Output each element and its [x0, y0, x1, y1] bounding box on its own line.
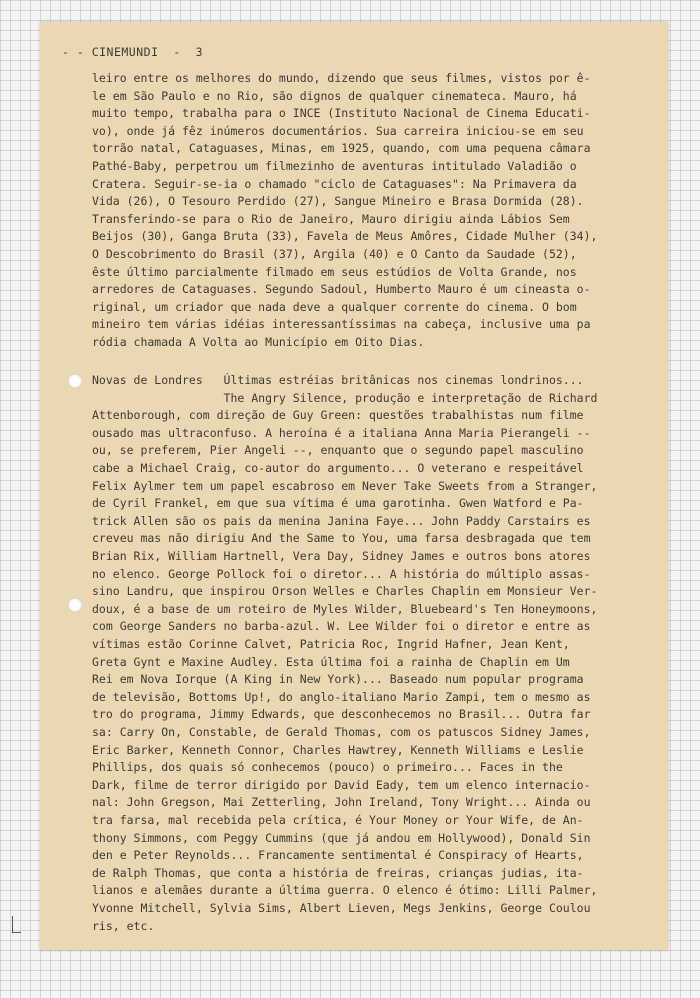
text-line: mineiro tem várias idéias interessantíssimas na cabeça, inclusive uma pa [92, 317, 591, 332]
text-line: Vida (26), O Tesouro Perdido (27), Sangue Mineiro e Brasa Dormida (28). [92, 194, 584, 209]
text-line: vítimas estão Corinne Calvet, Patricia Roc, Ingrid Hafner, Jean Kent, [92, 637, 570, 651]
text-line: Cratera. Seguir-se-ia o chamado "ciclo de Cataguases": Na Primavera da [92, 176, 577, 191]
text-line: Phillips, dos quais só conhecemos (pouco) o primeiro... Faces in the [92, 760, 563, 775]
text-line: The Angry Silence, produção e interpretação de Richard [92, 390, 598, 405]
text-line: êste último parcialmente filmado em seus estúdios de Volta Grande, nos [92, 264, 577, 279]
text-line: ris, etc. [92, 918, 155, 933]
page-header: - - CINEMUNDI - 3 [62, 45, 204, 59]
typewritten-page [40, 22, 668, 950]
text-line: nal: John Gregson, Mai Zetterling, John Ireland, Tony Wright... Ainda ou [92, 795, 591, 810]
text-line: Felix Aylmer tem um papel escabroso em Never Take Sweets from a Stranger, [92, 478, 598, 493]
text-line: Novas de Londres Últimas estréias britânicas nos cinemas londrinos... [92, 373, 584, 387]
text-line: Attenborough, com direção de Guy Green: questões trabalhistas num filme [92, 408, 584, 423]
text-line: den e Peter Reynolds... Francamente sentimental é Conspiracy of Hearts, [92, 848, 584, 863]
text-line: de Ralph Thomas, que conta a história de freiras, crianças judias, ita- [92, 865, 584, 880]
text-line: Dark, filme de terror dirigido por David Eady, tem um elenco internacio- [92, 777, 591, 792]
text-line: O Descobrimento do Brasil (37), Argila (40) e O Canto da Saudade (52), [92, 247, 577, 261]
text-line: de Cyril Frankel, em que sua vítima é uma garotinha. Gwen Watford e Pa- [92, 496, 584, 511]
text-line: sino Landru, que inspirou Orson Welles e Charles Chaplin em Monsieur Ver- [92, 584, 598, 599]
text-line: le em São Paulo e no Rio, são dignos de qualquer cinemateca. Mauro, há [92, 88, 577, 103]
text-line: Pathé-Baby, perpetrou um filmezinho de aventuras intitulado Valadião o [92, 159, 577, 173]
text-line: Beijos (30), Ganga Bruta (33), Favela de Meus Amôres, Cidade Mulher (34), [92, 229, 598, 244]
page-text [40, 22, 668, 950]
text-line: ousado mas ultraconfuso. A heroína é a italiana Anna Maria Pierangeli -- [92, 425, 591, 440]
text-line: vo), onde já fêz inúmeros documentários. Sua carreira iniciou-se em seu [92, 123, 584, 138]
text-line: doux, é a base de um roteiro de Myles Wilder, Bluebeard's Ten Honeymoons, [92, 601, 598, 616]
text-line: thony Simmons, com Peggy Cummins (que já andou em Hollywood), Donald Sin [92, 830, 591, 845]
punch-hole [68, 598, 82, 612]
text-line: de televisão, Bottoms Up!, do anglo-italiano Mario Zampi, tem o mesmo as [92, 689, 591, 704]
text-line: Rei em Nova Iorque (A King in New York)... Baseado num popular programa [92, 672, 584, 687]
text-line: tra farsa, mal recebida pela crítica, é Your Money or Your Wife, de An- [92, 813, 584, 827]
text-line: ródia chamada A Volta ao Município em Oito Dias. [92, 335, 425, 349]
text-line: Transferindo-se para o Rio de Janeiro, Mauro dirigiu ainda Lábios Sem [92, 211, 570, 226]
text-line: cabe a Michael Craig, co-autor do argumento... O veterano e respeitável [92, 461, 584, 475]
text-line: riginal, um criador que nada deve a qualquer corrente do cinema. O bom [92, 299, 577, 314]
text-line: sa: Carry On, Constable, de Gerald Thomas, com os patuscos Sidney James, [92, 725, 591, 739]
text-line: creveu mas não dirigiu And the Same to You, uma farsa desbragada que tem [92, 531, 591, 546]
punch-hole [68, 374, 82, 388]
text-line: Eric Barker, Kenneth Connor, Charles Hawtrey, Kenneth Williams e Leslie [92, 742, 584, 757]
text-line: Greta Gynt e Maxine Audley. Esta última foi a rainha de Chaplin em Um [92, 654, 570, 669]
text-line: lianos e alemães durante a última guerra. O elenco é ótimo: Lilli Palmer, [92, 883, 598, 898]
text-line: Brian Rix, William Hartnell, Vera Day, Sidney James e outros bons atores [92, 549, 591, 563]
text-line: torrão natal, Cataguases, Minas, em 1925, quando, com uma pequena câmara [92, 141, 591, 156]
crop-mark [12, 916, 21, 933]
text-line: arredores de Cataguases. Segundo Sadoul, Humberto Mauro é um cineasta o- [92, 282, 591, 297]
text-line: com George Sanders no barba-azul. W. Lee Wilder foi o diretor e entre as [92, 619, 591, 634]
text-line: Yvonne Mitchell, Sylvia Sims, Albert Lieven, Megs Jenkins, George Coulou [92, 901, 591, 915]
text-line: no elenco. George Pollock foi o diretor... A história do múltiplo assas- [92, 566, 591, 581]
text-line: muito tempo, trabalha para o INCE (Instituto Nacional de Cinema Educati- [92, 106, 591, 121]
text-line: ou, se preferem, Pier Angeli --, enquanto que o segundo papel masculino [92, 443, 584, 458]
text-line: trick Allen são os pais da menina Janina Faye... John Paddy Carstairs es [92, 513, 591, 528]
text-line: leiro entre os melhores do mundo, dizendo que seus filmes, vistos por ê- [92, 71, 591, 85]
text-line: tro do programa, Jimmy Edwards, que desconhecemos no Brasil... Outra far [92, 707, 591, 722]
